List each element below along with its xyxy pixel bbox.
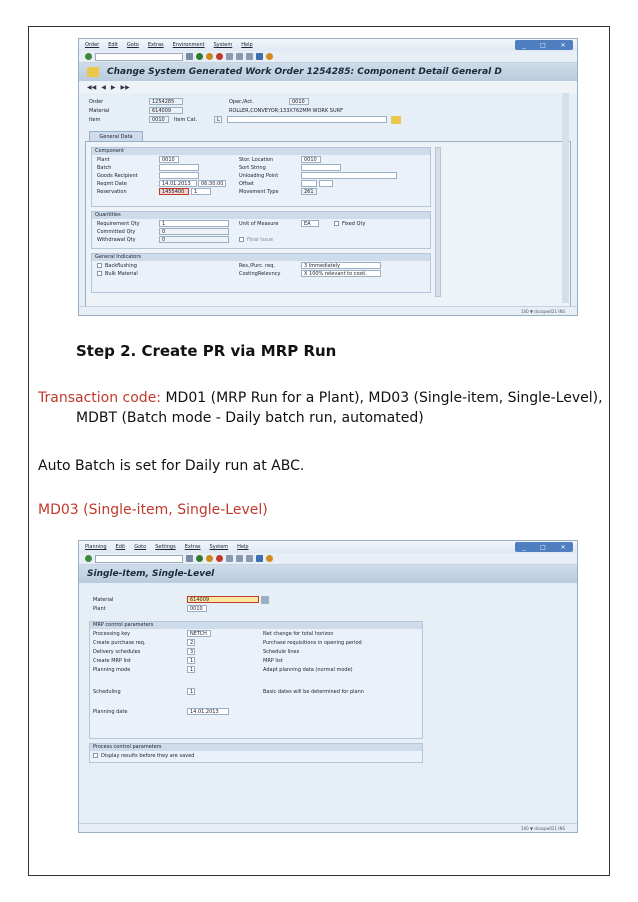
menu-planning[interactable]: Planning	[85, 544, 107, 550]
unit-of-measure-field[interactable]: EA	[301, 220, 319, 227]
maximize-icon[interactable]: □	[540, 543, 546, 551]
operact-field: 0010	[289, 98, 309, 105]
create-pr-label: Create purchase req.	[93, 640, 146, 646]
command-field[interactable]	[95, 555, 183, 563]
menu-help[interactable]: Help	[241, 42, 253, 48]
work-order-content	[79, 93, 577, 308]
standard-toolbar	[79, 51, 577, 63]
title-bar	[79, 63, 577, 81]
status-info: 100 ▼ dcsapw021 INS	[521, 309, 565, 314]
inner-scrollbar[interactable]	[435, 147, 441, 297]
menu-system[interactable]: System	[209, 544, 229, 550]
planning-mode-desc: Adapt planning data (normal mode)	[263, 667, 353, 673]
session-icon[interactable]	[256, 555, 263, 562]
nav-bar	[79, 81, 577, 93]
menu-edit[interactable]: Edit	[115, 544, 126, 550]
screen-icon	[87, 67, 99, 77]
minimize-icon[interactable]: _	[522, 543, 526, 551]
md03-content	[79, 583, 577, 825]
menu-extras[interactable]: Extras	[184, 544, 201, 550]
print-icon[interactable]	[226, 555, 233, 562]
mrp-control-group	[89, 621, 423, 739]
create-mrp-list-desc: MRP list	[263, 658, 283, 664]
menu-goto[interactable]: Goto	[134, 544, 147, 550]
general-indicators-header: General Indicators	[92, 254, 430, 261]
page-title: Single-Item, Single-Level	[87, 569, 215, 579]
first-icon[interactable]: ◀◀	[87, 83, 97, 91]
close-icon[interactable]: ✕	[560, 543, 566, 551]
unloading-point-label: Unloading Point	[239, 173, 279, 179]
enter-icon[interactable]	[85, 53, 92, 60]
offset-field[interactable]	[301, 180, 317, 187]
item-label: Item	[89, 117, 101, 123]
scheduling-desc: Basic dates will be determined for plann	[263, 689, 364, 695]
fixed-qty-checkbox[interactable]	[334, 221, 339, 226]
operact-label: Oper./Act.	[229, 99, 254, 105]
process-control-header: Process control parameters	[90, 744, 422, 751]
close-icon[interactable]: ✕	[560, 41, 566, 49]
mrp-control-header: MRP control parameters	[90, 622, 422, 629]
print-icon[interactable]	[226, 53, 233, 60]
transaction-code-line	[38, 390, 603, 406]
menu-bar	[79, 541, 577, 553]
committed-qty-field: 0	[159, 228, 229, 235]
page-icon[interactable]	[246, 555, 253, 562]
fixed-qty-label: Fixed Qty	[342, 221, 366, 227]
back-icon[interactable]	[196, 53, 203, 60]
help-icon[interactable]	[266, 555, 273, 562]
help-icon[interactable]	[266, 53, 273, 60]
create-pr-field[interactable]: 2	[187, 639, 195, 646]
display-results-checkbox[interactable]	[93, 753, 98, 758]
auto-batch-text: Auto Batch is set for Daily run at ABC.	[38, 458, 305, 474]
previous-icon[interactable]: ◀	[101, 83, 106, 91]
exit-icon[interactable]	[206, 555, 213, 562]
menu-environment[interactable]: Environment	[172, 42, 205, 48]
planning-date-field[interactable]: 14.01.2013	[187, 708, 229, 715]
batch-label: Batch	[97, 165, 112, 171]
menu-settings[interactable]: Settings	[155, 544, 176, 550]
create-pr-desc: Purchase requisitions in opening period	[263, 640, 362, 646]
movement-type-label: Movement Type	[239, 189, 279, 195]
bulk-material-checkbox[interactable]	[97, 271, 102, 276]
committed-qty-label: Committed Qty	[97, 229, 136, 235]
scheduling-field[interactable]: 1	[187, 688, 195, 695]
planning-mode-field[interactable]: 1	[187, 666, 195, 673]
backflushing-checkbox[interactable]	[97, 263, 102, 268]
find-icon[interactable]	[236, 555, 243, 562]
delivery-schedules-label: Delivery schedules	[93, 649, 141, 655]
plant-field[interactable]: 0010	[187, 605, 207, 612]
withdrawal-qty-label: Withdrawal Qty	[97, 237, 136, 243]
status-info: 100 ▼ dcsapw021 INS	[521, 826, 565, 831]
display-results-label: Display results before they are saved	[101, 753, 195, 759]
transaction-code-label: Transaction code:	[38, 390, 162, 406]
offset-label: Offset	[239, 181, 255, 187]
material-label: Material	[89, 108, 110, 114]
status-bar	[79, 823, 577, 832]
res-purc-select[interactable]: 3 Immediately	[301, 262, 381, 269]
plant-field[interactable]: 0010	[159, 156, 179, 163]
transaction-code-text: MD01 (MRP Run for a Plant), MD03 (Single-item, Single-Level),	[161, 390, 603, 406]
final-issue-label: Final Issue	[247, 237, 274, 243]
reqmt-time-field[interactable]: 06:30:00	[198, 180, 226, 187]
backflushing-label: Backflushing	[105, 263, 137, 269]
menu-help[interactable]: Help	[237, 544, 249, 550]
window-controls[interactable]	[515, 40, 573, 50]
res-purc-label: Res./Purc. req.	[239, 263, 275, 269]
bulk-material-label: Bulk Material	[105, 271, 138, 277]
save-icon[interactable]	[186, 555, 193, 562]
menu-extras[interactable]: Extras	[147, 42, 164, 48]
page-icon[interactable]	[246, 53, 253, 60]
itemcat-label: Item Cat.	[174, 117, 198, 123]
title-bar	[79, 565, 577, 583]
batch-field[interactable]	[159, 164, 199, 171]
sap-window-work-order	[78, 38, 578, 316]
sort-string-field[interactable]	[301, 164, 341, 171]
exit-icon[interactable]	[206, 53, 213, 60]
order-field: 1254285	[149, 98, 183, 105]
processing-key-label: Processing key	[93, 631, 131, 637]
minimize-icon[interactable]: _	[522, 41, 526, 49]
transaction-code-line-2: MDBT (Batch mode - Daily batch run, automated)	[76, 410, 424, 426]
long-text-icon[interactable]	[391, 116, 401, 124]
menu-system[interactable]: System	[213, 42, 233, 48]
unit-of-measure-label: Unit of Measure	[239, 221, 279, 227]
create-mrp-list-field[interactable]: 1	[187, 657, 195, 664]
goods-recipient-label: Goods Recipient	[97, 173, 138, 179]
cancel-icon[interactable]	[216, 53, 223, 60]
movement-type-field: 261	[301, 188, 317, 195]
search-help-icon[interactable]	[261, 596, 269, 604]
processing-key-desc: Net change for total horizon	[263, 631, 334, 637]
back-icon[interactable]	[196, 555, 203, 562]
sap-window-md03	[78, 540, 578, 833]
find-icon[interactable]	[236, 53, 243, 60]
reservation-item-field[interactable]: 1	[191, 188, 211, 195]
maximize-icon[interactable]: □	[540, 41, 546, 49]
stor-location-label: Stor. Location	[239, 157, 274, 163]
quantities-group-header: Quantities	[92, 212, 430, 219]
final-issue-checkbox[interactable]	[239, 237, 244, 242]
menu-edit[interactable]: Edit	[108, 42, 118, 48]
item-text-field[interactable]	[227, 116, 387, 123]
withdrawal-qty-field: 0	[159, 236, 229, 243]
last-icon[interactable]: ▶▶	[120, 83, 130, 91]
scheduling-label: Scheduling	[93, 689, 121, 695]
processing-key-field[interactable]: NETCH	[187, 630, 211, 637]
delivery-schedules-field[interactable]: 3	[187, 648, 195, 655]
create-mrp-list-label: Create MRP list	[93, 658, 131, 664]
stor-location-field[interactable]: 0010	[301, 156, 321, 163]
component-group-header: Component	[92, 148, 430, 155]
material-label: Material	[93, 597, 114, 603]
screen-scrollbar[interactable]	[562, 93, 569, 303]
enter-icon[interactable]	[85, 555, 92, 562]
planning-mode-label: Planning mode	[93, 667, 131, 673]
reqmt-date-field[interactable]: 14.01.2013	[159, 180, 197, 187]
itemcat-field: L	[214, 116, 222, 123]
planning-date-label: Planning date	[93, 709, 128, 715]
goods-recipient-field[interactable]	[159, 172, 199, 179]
reqmt-date-label: Reqmt Date	[97, 181, 127, 187]
step-heading: Step 2. Create PR via MRP Run	[76, 342, 337, 360]
window-controls[interactable]	[515, 542, 573, 552]
cancel-icon[interactable]	[216, 555, 223, 562]
material-field: 614009	[149, 107, 183, 114]
plant-label: Plant	[93, 606, 106, 612]
status-bar	[79, 306, 577, 315]
plant-label: Plant	[97, 157, 110, 163]
reservation-field[interactable]: 1455400	[159, 188, 189, 195]
costing-select[interactable]: X 100% relevant to costi.	[301, 270, 381, 277]
reservation-label: Reservation	[97, 189, 127, 195]
tab-general-data[interactable]: General Data	[89, 131, 143, 141]
delivery-schedules-desc: Schedule lines	[263, 649, 300, 655]
session-icon[interactable]	[256, 53, 263, 60]
costing-label: CostingRelevncy	[239, 271, 281, 277]
menu-order[interactable]: Order	[85, 42, 100, 48]
menu-bar	[79, 39, 577, 51]
material-field[interactable]: 614009	[187, 596, 259, 603]
page-title: Change System Generated Work Order 1254285: Component Detail General D	[107, 67, 502, 77]
order-label: Order	[89, 99, 104, 105]
unloading-point-field[interactable]	[301, 172, 397, 179]
menu-goto[interactable]: Goto	[126, 42, 139, 48]
quantities-group	[91, 211, 431, 249]
requirement-qty-label: Requirement Qty	[97, 221, 140, 227]
standard-toolbar	[79, 553, 577, 565]
md03-heading: MD03 (Single-item, Single-Level)	[38, 502, 268, 518]
offset-unit-field[interactable]	[319, 180, 333, 187]
sort-string-label: Sort String	[239, 165, 266, 171]
command-field[interactable]	[95, 53, 183, 61]
item-field: 0010	[149, 116, 169, 123]
material-description: ROLLER,CONVEYOR;133X762MM WORK SURF	[229, 108, 343, 114]
requirement-qty-field[interactable]: 1	[159, 220, 229, 227]
save-icon[interactable]	[186, 53, 193, 60]
next-icon[interactable]: ▶	[110, 83, 116, 91]
